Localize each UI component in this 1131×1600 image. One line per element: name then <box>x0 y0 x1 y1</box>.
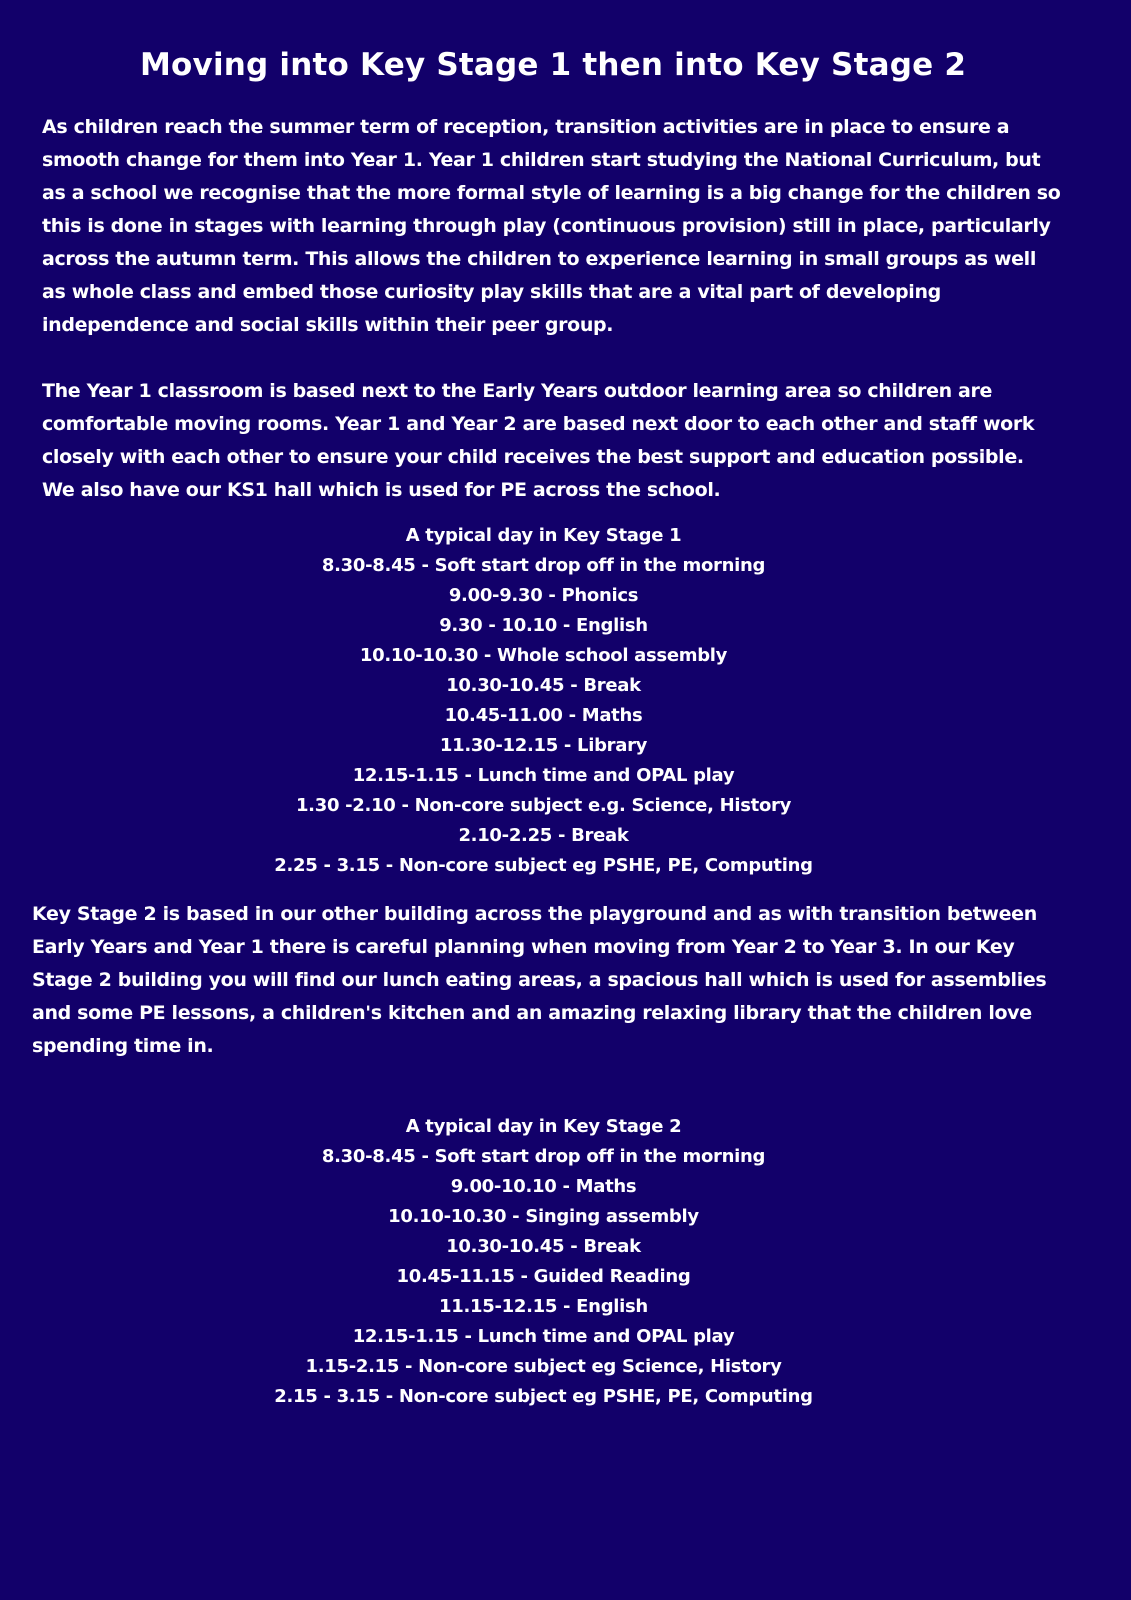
intro-line: across the autumn term. This allows the children to experience learning in small groups as well <box>42 248 1037 270</box>
ks1-schedule-row: 9.30 - 10.10 - English <box>439 615 648 636</box>
ks1-schedule-row: 11.30-12.15 - Library <box>439 735 648 756</box>
ks2-intro-line: and some PE lessons, a children's kitchen and an amazing relaxing library that the children love <box>32 1002 1032 1024</box>
classroom-paragraph <box>42 375 1034 507</box>
ks1-schedule-row: 1.30 -2.10 - Non-core subject e.g. Science, History <box>295 795 792 816</box>
ks1-schedule-heading: A typical day in Key Stage 1 <box>405 525 682 546</box>
ks2-schedule-heading: A typical day in Key Stage 2 <box>405 1116 682 1137</box>
page-title: Moving into Key Stage 1 then into Key Stage 2 <box>140 47 967 83</box>
intro-line: smooth change for them into Year 1. Year 1 children start studying the National Curriculum, but <box>42 149 1041 171</box>
ks1-schedule-row: 10.45-11.00 - Maths <box>444 705 643 726</box>
ks2-schedule-row: 12.15-1.15 - Lunch time and OPAL play <box>352 1326 735 1347</box>
classroom-line: We also have our KS1 hall which is used for PE across the school. <box>42 479 721 501</box>
ks2-schedule-row: 10.10-10.30 - Singing assembly <box>388 1206 699 1227</box>
ks1-schedule-row: 10.30-10.45 - Break <box>446 675 641 696</box>
ks2-schedule-row: 9.00-10.10 - Maths <box>450 1176 637 1197</box>
ks2-schedule-row: 11.15-12.15 - English <box>439 1296 648 1317</box>
ks2-schedule-row: 2.15 - 3.15 - Non-core subject eg PSHE, PE, Computing <box>274 1386 813 1407</box>
ks2-schedule-row: 8.30-8.45 - Soft start drop off in the morning <box>321 1146 766 1167</box>
classroom-line: closely with each other to ensure your child receives the best support and education possible. <box>42 446 1024 468</box>
ks1-schedule <box>0 521 1087 881</box>
ks1-schedule-row: 8.30-8.45 - Soft start drop off in the morning <box>321 555 766 576</box>
intro-paragraph <box>42 111 1060 342</box>
ks2-intro-line: Early Years and Year 1 there is careful planning when moving from Year 2 to Year 3. In our Key <box>32 936 1015 958</box>
ks1-schedule-row: 2.25 - 3.15 - Non-core subject eg PSHE, PE, Computing <box>274 855 813 876</box>
ks2-intro-line: spending time in. <box>32 1035 214 1057</box>
ks2-schedule-row: 1.15-2.15 - Non-core subject eg Science, History <box>305 1356 782 1377</box>
intro-line: this is done in stages with learning through play (continuous provision) still in place, particularly <box>42 215 1051 237</box>
ks2-schedule-row: 10.45-11.15 - Guided Reading <box>396 1266 691 1287</box>
classroom-line: The Year 1 classroom is based next to the Early Years outdoor learning area so children are <box>42 380 993 402</box>
intro-line: as whole class and embed those curiosity play skills that are a vital part of developing <box>42 281 941 303</box>
ks2-schedule <box>0 1112 1087 1412</box>
ks2-intro-paragraph <box>32 898 1046 1063</box>
ks1-schedule-row: 10.10-10.30 - Whole school assembly <box>359 645 728 666</box>
classroom-line: comfortable moving rooms. Year 1 and Year 2 are based next door to each other and staff work <box>42 413 1035 435</box>
ks2-intro-line: Stage 2 building you will find our lunch eating areas, a spacious hall which is used for assemblies <box>32 969 1047 991</box>
intro-line: independence and social skills within their peer group. <box>42 314 614 336</box>
ks2-intro-line: Key Stage 2 is based in our other building across the playground and as with transition between <box>32 903 1037 925</box>
ks1-schedule-row: 2.10-2.25 - Break <box>458 825 629 846</box>
ks1-schedule-row: 9.00-9.30 - Phonics <box>448 585 639 606</box>
intro-line: As children reach the summer term of reception, transition activities are in place to ensure a <box>42 116 1010 138</box>
ks2-schedule-row: 10.30-10.45 - Break <box>446 1236 641 1257</box>
intro-line: as a school we recognise that the more formal style of learning is a big change for the children so <box>42 182 1061 204</box>
ks1-schedule-row: 12.15-1.15 - Lunch time and OPAL play <box>352 765 735 786</box>
